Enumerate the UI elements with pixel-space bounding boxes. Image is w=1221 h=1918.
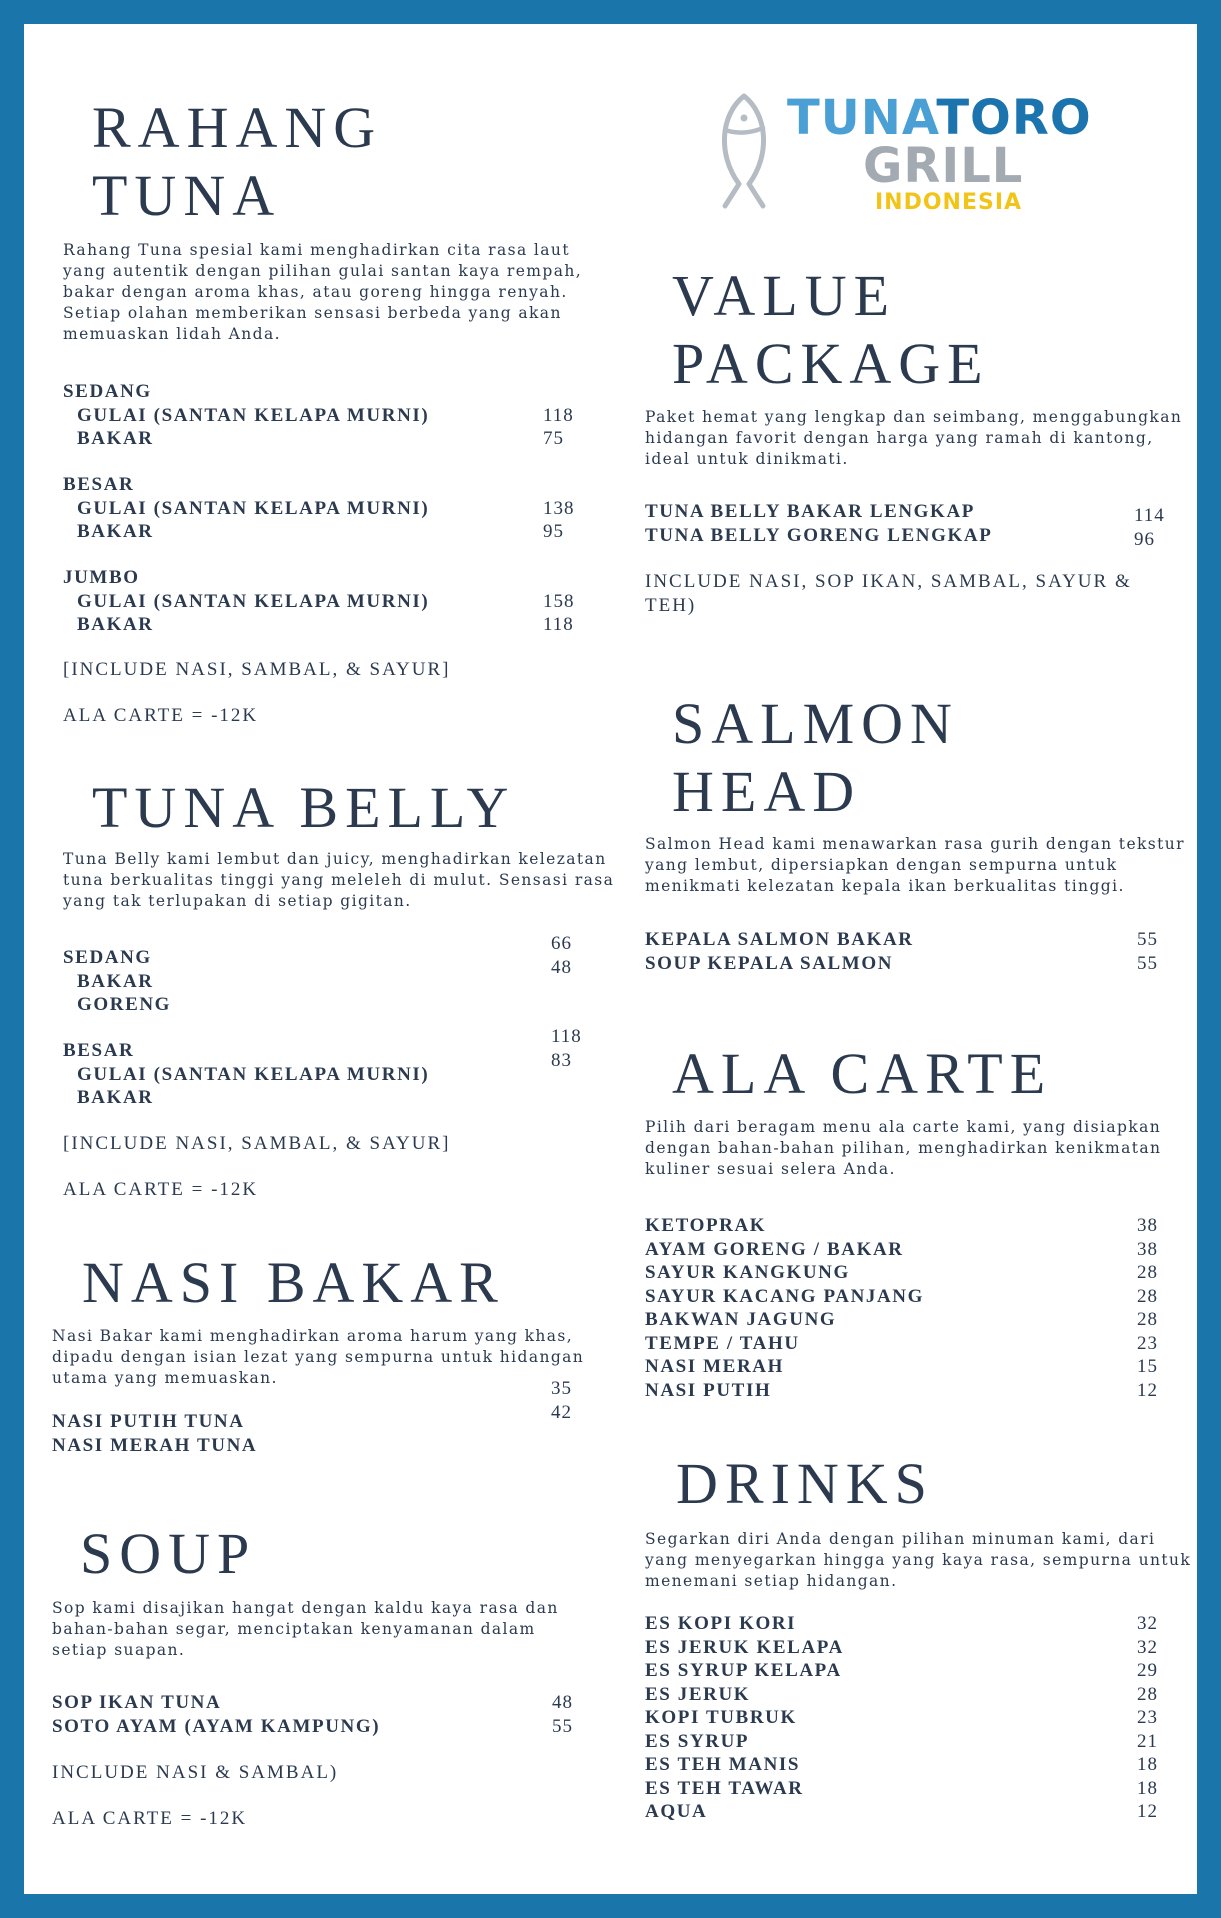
- menu-item: ES SYRUP KELAPA: [645, 1660, 842, 1681]
- drinks-list: [645, 1612, 1165, 1824]
- drinks-title: DRINKS: [676, 1451, 934, 1516]
- alacarte-list: [645, 1214, 1165, 1402]
- menu-item: SOUP KEPALA SALMON: [645, 952, 894, 974]
- menu-price: 138: [543, 497, 575, 519]
- menu-item: NASI PUTIH: [645, 1379, 772, 1401]
- menu-price: 12: [1137, 1801, 1158, 1822]
- menu-price: 12: [1137, 1379, 1158, 1401]
- soup-alacarte: ALA CARTE = -12K: [52, 1808, 248, 1829]
- drinks-desc: Segarkan diri Anda dengan pilihan minuman kami, dari yang menyegarkan hingga yang kaya rasa, sempurna untuk menemani setiap hidangan.: [645, 1530, 1192, 1590]
- menu-item: SAYUR KACANG PANJANG: [645, 1285, 925, 1307]
- rahang-include: [INCLUDE NASI, SAMBAL, & SAYUR]: [63, 659, 451, 680]
- menu-price: 48: [552, 1692, 573, 1713]
- menu-price: 95: [543, 521, 564, 542]
- logo: [715, 90, 1095, 220]
- menu-item: GORENG: [77, 994, 172, 1015]
- rahang-jumbo: [63, 566, 583, 637]
- menu-item: KOPI TUBRUK: [645, 1707, 797, 1728]
- menu-price: 32: [1137, 1636, 1158, 1658]
- value-include: INCLUDE NASI, SOP IKAN, SAMBAL, SAYUR & TEH): [645, 571, 1132, 616]
- menu-item: ES JERUK: [645, 1683, 751, 1705]
- menu-price: 38: [1137, 1215, 1158, 1236]
- belly-title: TUNA BELLY: [92, 775, 516, 840]
- menu-item: BAKAR: [77, 428, 154, 449]
- menu-item: TEMPE / TAHU: [645, 1332, 800, 1354]
- soup-title: SOUP: [80, 1521, 257, 1586]
- soup-include: INCLUDE NASI & SAMBAL): [52, 1762, 339, 1783]
- menu-item: BAKAR: [77, 521, 154, 542]
- menu-price: 48: [551, 956, 572, 978]
- nasi-items: [52, 1410, 257, 1457]
- belly-besar-prices: [551, 1025, 582, 1072]
- belly-alacarte: ALA CARTE = -12K: [63, 1179, 259, 1200]
- fish-icon: [715, 92, 773, 210]
- salmon-desc: Salmon Head kami menawarkan rasa gurih dengan tekstur yang lembut, dipersiapkan dengan sempurna untuk menikmati kelezatan kepala ikan berkualitas tinggi.: [645, 835, 1185, 895]
- belly-sedang-prices: [551, 932, 572, 979]
- nasi-prices: [551, 1377, 572, 1424]
- nasi-title: NASI BAKAR: [82, 1250, 505, 1315]
- rahang-desc: Rahang Tuna spesial kami menghadirkan cita rasa laut yang autentik dengan pilihan gulai santan kaya rempah, bakar dengan aroma khas, atau goreng hingga renyah. Setiap olahan memberikan sensasi berbeda yang akan memuaskan lidah Anda.: [63, 241, 583, 343]
- menu-item: AQUA: [645, 1801, 708, 1822]
- menu-price: 55: [1137, 952, 1158, 974]
- menu-price: 28: [1137, 1683, 1158, 1705]
- menu-price: 118: [551, 1026, 582, 1047]
- menu-price: 23: [1137, 1332, 1158, 1354]
- menu-item: ES JERUK KELAPA: [645, 1636, 844, 1658]
- menu-item: GULAI (SANTAN KELAPA MURNI): [77, 497, 430, 519]
- value-desc: Paket hemat yang lengkap dan seimbang, menggabungkan hidangan favorit dengan harga yang ramah di kantong, ideal untuk dinikmati.: [645, 408, 1183, 468]
- size-label: SEDANG: [63, 947, 152, 968]
- logo-tuna: TUNA: [787, 90, 937, 146]
- menu-item: BAKWAN JAGUNG: [645, 1309, 837, 1330]
- menu-price: 42: [551, 1401, 572, 1423]
- menu-item: BAKAR: [77, 614, 154, 635]
- menu-price: 38: [1137, 1238, 1158, 1260]
- menu-item: ES SYRUP: [645, 1730, 750, 1752]
- belly-besar: [63, 1039, 429, 1110]
- menu-price: 55: [1137, 929, 1158, 950]
- menu-item: KEPALA SALMON BAKAR: [645, 929, 914, 950]
- menu-price: 18: [1137, 1754, 1158, 1775]
- menu-item: TUNA BELLY GORENG LENGKAP: [645, 524, 993, 546]
- soup-desc: Sop kami disajikan hangat dengan kaldu kaya rasa dan bahan-bahan segar, menciptakan kenyamanan dalam setiap suapan.: [52, 1599, 559, 1659]
- menu-price: 28: [1137, 1309, 1158, 1330]
- menu-item: GULAI (SANTAN KELAPA MURNI): [77, 590, 430, 612]
- menu-item: GULAI (SANTAN KELAPA MURNI): [77, 1063, 430, 1085]
- menu-price: 118: [543, 614, 574, 635]
- menu-price: 83: [551, 1049, 572, 1071]
- alacarte-desc: Pilih dari beragam menu ala carte kami, yang disiapkan dengan bahan-bahan pilihan, menghadirkan kenikmatan kuliner sesuai selera Anda.: [645, 1118, 1162, 1178]
- menu-price: 28: [1137, 1285, 1158, 1307]
- logo-toro: TORO: [936, 90, 1092, 146]
- menu-price: 28: [1137, 1262, 1158, 1283]
- menu-price: 15: [1137, 1356, 1158, 1377]
- menu-item: ES KOPI KORI: [645, 1613, 797, 1634]
- menu-price: 21: [1137, 1730, 1158, 1752]
- menu-price: 118: [543, 404, 574, 426]
- menu-price: 55: [552, 1715, 573, 1737]
- menu-item: AYAM GORENG / BAKAR: [645, 1238, 904, 1260]
- menu-price: 18: [1137, 1777, 1158, 1799]
- alacarte-title: ALA CARTE: [672, 1041, 1053, 1106]
- menu-price: 32: [1137, 1613, 1158, 1634]
- menu-price: 158: [543, 590, 575, 612]
- value-title: VALUE PACKAGE: [672, 263, 990, 396]
- belly-include: [INCLUDE NASI, SAMBAL, & SAYUR]: [63, 1133, 451, 1154]
- menu-item: NASI MERAH: [645, 1356, 784, 1377]
- logo-grill: GRILL: [863, 138, 1024, 194]
- belly-desc: Tuna Belly kami lembut dan juicy, menghadirkan kelezatan tuna berkualitas tinggi yang meleleh di mulut. Sensasi rasa yang tak terlupakan di setiap gigitan.: [63, 850, 615, 910]
- salmon-title: SALMON HEAD: [672, 691, 959, 824]
- menu-price: 114: [1134, 505, 1165, 526]
- menu-price: 66: [551, 933, 572, 954]
- menu-item: KETOPRAK: [645, 1215, 767, 1236]
- salmon-items: [645, 928, 1165, 975]
- soup-items: [52, 1691, 582, 1738]
- menu-price: 96: [1134, 528, 1155, 550]
- menu-item: ES TEH MANIS: [645, 1754, 801, 1775]
- nasi-desc: Nasi Bakar kami menghadirkan aroma harum yang khas, dipadu dengan isian lezat yang sempurna untuk hidangan utama yang memuaskan.: [52, 1327, 585, 1387]
- value-items: [645, 500, 1170, 550]
- size-label: BESAR: [63, 474, 135, 495]
- menu-item: SOP IKAN TUNA: [52, 1692, 222, 1713]
- rahang-title: RAHANG TUNA: [92, 95, 383, 228]
- menu-price: 23: [1137, 1707, 1158, 1728]
- logo-indonesia: INDONESIA: [875, 190, 1023, 215]
- menu-item: ES TEH TAWAR: [645, 1777, 804, 1799]
- rahang-besar: [63, 473, 583, 544]
- size-label: SEDANG: [63, 381, 152, 402]
- menu-price: 75: [543, 428, 564, 449]
- menu-item: BAKAR: [77, 970, 154, 992]
- size-label: BESAR: [63, 1040, 135, 1061]
- rahang-sedang: [63, 380, 583, 451]
- size-label: JUMBO: [63, 567, 140, 588]
- menu-price: 35: [551, 1378, 572, 1399]
- menu-item: GULAI (SANTAN KELAPA MURNI): [77, 404, 430, 426]
- menu-item: NASI MERAH TUNA: [52, 1434, 258, 1456]
- menu-item: TUNA BELLY BAKAR LENGKAP: [645, 501, 975, 522]
- menu-item: BAKAR: [77, 1087, 154, 1108]
- menu-item: SAYUR KANGKUNG: [645, 1262, 850, 1283]
- menu-item: SOTO AYAM (AYAM KAMPUNG): [52, 1715, 381, 1737]
- menu-item: NASI PUTIH TUNA: [52, 1411, 245, 1432]
- menu-price: 29: [1137, 1660, 1158, 1681]
- belly-sedang: [63, 946, 171, 1017]
- rahang-alacarte: ALA CARTE = -12K: [63, 705, 259, 726]
